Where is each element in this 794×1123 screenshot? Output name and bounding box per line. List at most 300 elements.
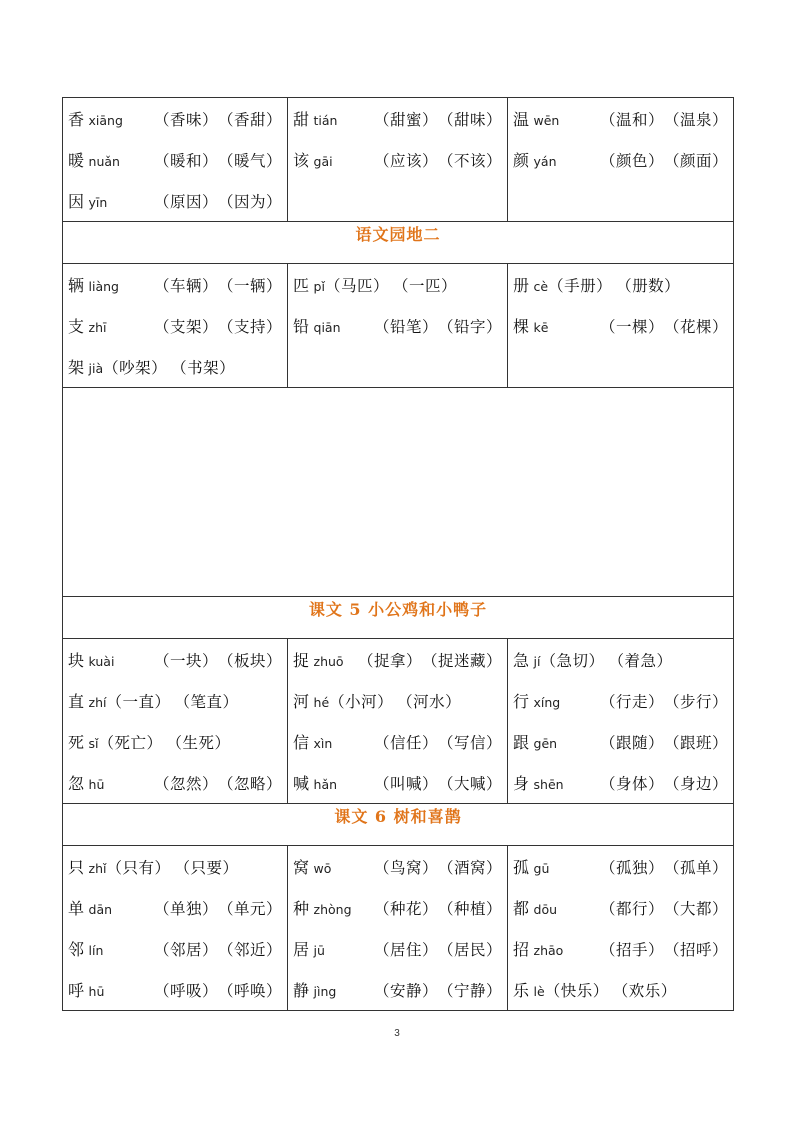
- vocab-entry: [513, 264, 728, 305]
- entry-word: （忽然）: [153, 774, 218, 793]
- entry-word: （宁静）: [437, 981, 502, 1000]
- entry-word: （都行）: [599, 899, 664, 918]
- entry-character: 棵: [513, 317, 530, 336]
- entry-character: 乐: [513, 981, 530, 1000]
- entry-pinyin: hū: [88, 777, 105, 792]
- entry-word: （温和）: [599, 110, 664, 129]
- entry-pinyin: zhòng: [313, 902, 352, 917]
- entry-word: （一块）: [153, 651, 218, 670]
- page-number: 3: [394, 1028, 400, 1039]
- entry-word: （暖和）: [153, 151, 218, 170]
- entry-words: [325, 274, 457, 296]
- entry-pinyin: tián: [313, 113, 338, 128]
- entry-word: （叫喊）: [373, 774, 438, 793]
- entry-word: （步行）: [663, 692, 728, 711]
- entry-word: （香味）: [153, 110, 218, 129]
- vocab-entry: [293, 969, 502, 1010]
- entry-head: [293, 855, 331, 878]
- vocab-entry: [293, 639, 502, 680]
- entry-pinyin: qiān: [313, 320, 341, 335]
- vocab-cell: [63, 639, 288, 804]
- entry-head: [513, 937, 563, 960]
- entry-word: （不该）: [437, 151, 502, 170]
- entry-head: [68, 189, 107, 212]
- entry-pinyin: yīn: [88, 195, 108, 210]
- vocab-entry: [293, 98, 502, 139]
- entry-head: [513, 730, 557, 753]
- entry-word: （行走）: [599, 692, 664, 711]
- entry-pinyin: liàng: [88, 279, 119, 294]
- vocab-cell-inner: [508, 846, 733, 1010]
- entry-words: [374, 149, 502, 171]
- entry-head: [68, 730, 99, 753]
- entry-head: [68, 978, 104, 1001]
- entry-word: （忽略）: [217, 774, 282, 793]
- entry-head: [513, 855, 549, 878]
- entry-character: 辆: [68, 276, 85, 295]
- vocab-cell-inner: [63, 264, 287, 387]
- entry-pinyin: nuǎn: [88, 154, 120, 169]
- entry-word: （书架）: [171, 358, 236, 377]
- vocab-entry: [68, 928, 282, 969]
- section-title: 语文园地二: [355, 225, 441, 244]
- entry-head: [293, 978, 336, 1001]
- entry-word: （铅笔）: [373, 317, 438, 336]
- entry-word: （马匹）: [324, 276, 389, 295]
- entry-words: [154, 938, 282, 960]
- entry-word: （招呼）: [663, 940, 728, 959]
- entry-word: （颜色）: [599, 151, 664, 170]
- entry-word: （快乐）: [544, 981, 609, 1000]
- entry-word: （吵架）: [103, 358, 168, 377]
- entry-word: （暖气）: [217, 151, 282, 170]
- entry-word: （跟随）: [599, 733, 664, 752]
- entry-word: （因为）: [217, 192, 282, 211]
- entry-character: 都: [513, 899, 530, 918]
- entry-words: [154, 315, 282, 337]
- vocab-cell: [63, 846, 288, 1011]
- entry-word: （铅字）: [437, 317, 502, 336]
- vocab-entry: [293, 928, 502, 969]
- entry-head: [293, 730, 332, 753]
- entry-word: （跟班）: [663, 733, 728, 752]
- entry-character: 忽: [68, 774, 85, 793]
- entry-words: [154, 649, 282, 671]
- entry-word: （急切）: [540, 651, 605, 670]
- entry-pinyin: hū: [88, 984, 105, 999]
- entry-word: （支持）: [217, 317, 282, 336]
- vocab-cell: [288, 846, 508, 1011]
- entry-words: [154, 772, 282, 794]
- entry-word: （车辆）: [153, 276, 218, 295]
- vocab-entry: [68, 180, 282, 221]
- entry-pinyin: wēn: [533, 113, 560, 128]
- entry-words: [600, 856, 728, 878]
- entry-pinyin: hé: [313, 695, 330, 710]
- vocab-cell: [508, 846, 734, 1011]
- blank-cell: [63, 388, 734, 597]
- vocab-entry: [68, 887, 282, 928]
- vocab-cell: [288, 639, 508, 804]
- entry-word: （安静）: [373, 981, 438, 1000]
- entry-head: [513, 896, 557, 919]
- vocab-cell-inner: [508, 639, 733, 803]
- entry-words: [154, 108, 282, 130]
- entry-word: （生死）: [166, 733, 231, 752]
- entry-head: [513, 978, 545, 1001]
- entry-word: （身边）: [663, 774, 728, 793]
- entry-character: 急: [513, 651, 530, 670]
- entry-word: （甜味）: [437, 110, 502, 129]
- entry-pinyin: gāi: [313, 154, 333, 169]
- entry-word: （支架）: [153, 317, 218, 336]
- entry-head: [68, 855, 106, 878]
- entry-character: 呼: [68, 981, 85, 1000]
- entry-word: （死亡）: [98, 733, 163, 752]
- vocab-cell: [288, 98, 508, 222]
- entry-character: 种: [293, 899, 310, 918]
- entry-pinyin: sǐ: [88, 736, 99, 751]
- entry-head: [293, 771, 337, 794]
- entry-pinyin: jìng: [313, 984, 337, 999]
- entry-character: 孤: [513, 858, 530, 877]
- entry-head: [293, 689, 329, 712]
- entry-character: 册: [513, 276, 530, 295]
- section-title-row: [63, 222, 734, 264]
- entry-character: 招: [513, 940, 530, 959]
- entry-character: 香: [68, 110, 85, 129]
- entry-words: [374, 108, 502, 130]
- entry-character: 铅: [293, 317, 310, 336]
- entry-head: [513, 689, 560, 712]
- entry-word: （身体）: [599, 774, 664, 793]
- entry-word: （欢乐）: [612, 981, 677, 1000]
- entry-pinyin: zhǐ: [88, 861, 107, 876]
- entry-head: [513, 648, 540, 671]
- entry-head: [293, 896, 352, 919]
- entry-word: （河水）: [397, 692, 462, 711]
- entry-word: （册数）: [616, 276, 681, 295]
- entry-character: 身: [513, 774, 530, 793]
- section-title-cell: [63, 804, 734, 846]
- entry-character: 喊: [293, 774, 310, 793]
- entry-word: （小河）: [329, 692, 394, 711]
- entry-word: （邻居）: [153, 940, 218, 959]
- vocab-entry: [68, 98, 282, 139]
- entry-character: 架: [68, 358, 85, 377]
- section-title-row: [63, 597, 734, 639]
- entry-head: [293, 648, 344, 671]
- entry-character: 邻: [68, 940, 85, 959]
- vocab-entry: [513, 969, 728, 1010]
- entry-character: 只: [68, 858, 85, 877]
- entry-head: [68, 273, 119, 296]
- entry-pinyin: lín: [88, 943, 104, 958]
- entry-character: 死: [68, 733, 85, 752]
- entry-head: [293, 273, 325, 296]
- entry-pinyin: dōu: [533, 902, 558, 917]
- entry-head: [513, 107, 559, 130]
- vocab-cell-inner: [288, 846, 507, 1010]
- vocab-cell-inner: [63, 846, 287, 1010]
- entry-character: 单: [68, 899, 85, 918]
- vocab-cell-inner: [288, 98, 507, 180]
- entry-words: [540, 649, 672, 671]
- vocab-cell-inner: [508, 264, 733, 346]
- blank-row: [63, 388, 734, 597]
- entry-pinyin: lè: [533, 984, 545, 999]
- entry-character: 跟: [513, 733, 530, 752]
- section-content-row: [63, 846, 734, 1011]
- entry-character: 甜: [293, 110, 310, 129]
- entry-pinyin: zhuō: [313, 654, 344, 669]
- entry-word: （应该）: [373, 151, 438, 170]
- entry-word: （一直）: [106, 692, 171, 711]
- vocab-cell-inner: [508, 98, 733, 180]
- vocab-entry: [68, 639, 282, 680]
- entry-word: （温泉）: [663, 110, 728, 129]
- vocab-cell: [508, 98, 734, 222]
- entry-word: （甜蜜）: [373, 110, 438, 129]
- entry-pinyin: pǐ: [313, 279, 325, 294]
- entry-character: 直: [68, 692, 85, 711]
- entry-word: （种植）: [437, 899, 502, 918]
- entry-character: 捉: [293, 651, 310, 670]
- entry-word: （大都）: [663, 899, 728, 918]
- entry-head: [68, 648, 114, 671]
- entry-pinyin: zhāo: [533, 943, 564, 958]
- entry-words: [103, 356, 235, 378]
- entry-character: 河: [293, 692, 310, 711]
- vocab-entry: [68, 680, 282, 721]
- entry-word: （一匹）: [392, 276, 457, 295]
- entry-words: [600, 315, 728, 337]
- entry-words: [154, 979, 282, 1001]
- vocab-entry: [68, 346, 282, 387]
- entry-words: [374, 938, 502, 960]
- entry-words: [374, 772, 502, 794]
- entry-word: （招手）: [599, 940, 664, 959]
- entry-head: [513, 314, 548, 337]
- entry-pinyin: zhí: [88, 695, 107, 710]
- entry-pinyin: xìn: [313, 736, 333, 751]
- entry-word: （手册）: [548, 276, 613, 295]
- entry-head: [68, 689, 106, 712]
- vocab-entry: [513, 887, 728, 928]
- vocab-entry: [293, 762, 502, 803]
- vocab-entry: [513, 639, 728, 680]
- entry-word: （居民）: [437, 940, 502, 959]
- entry-word: （一棵）: [599, 317, 664, 336]
- entry-words: [154, 274, 282, 296]
- entry-character: 颜: [513, 151, 530, 170]
- entry-words: [374, 315, 502, 337]
- vocabulary-table: [62, 97, 734, 1011]
- vocab-cell-inner: [288, 639, 507, 803]
- entry-character: 该: [293, 151, 310, 170]
- vocab-entry: [293, 846, 502, 887]
- entry-pinyin: shēn: [533, 777, 564, 792]
- entry-pinyin: kuài: [88, 654, 115, 669]
- vocab-entry: [513, 98, 728, 139]
- vocab-cell: [508, 639, 734, 804]
- section-title: 课文 6 树和喜鹊: [334, 807, 462, 826]
- entry-word: （种花）: [373, 899, 438, 918]
- vocab-entry: [68, 139, 282, 180]
- entry-pinyin: gēn: [533, 736, 558, 751]
- entry-pinyin: jià: [88, 361, 104, 376]
- entry-character: 暖: [68, 151, 85, 170]
- entry-head: [513, 771, 564, 794]
- vocab-entry: [293, 264, 502, 305]
- vocab-entry: [68, 721, 282, 762]
- entry-character: 静: [293, 981, 310, 1000]
- entry-words: [600, 731, 728, 753]
- vocab-entry: [293, 139, 502, 180]
- entry-word: （捉迷藏）: [421, 651, 502, 670]
- entry-pinyin: wō: [313, 861, 332, 876]
- entry-character: 行: [513, 692, 530, 711]
- entry-word: （酒窝）: [437, 858, 502, 877]
- entry-pinyin: zhī: [88, 320, 107, 335]
- entry-word: （邻近）: [217, 940, 282, 959]
- vocab-entry: [68, 846, 282, 887]
- entry-head: [68, 148, 120, 171]
- entry-word: （只要）: [174, 858, 239, 877]
- entry-word: （单独）: [153, 899, 218, 918]
- entry-character: 温: [513, 110, 530, 129]
- entry-words: [106, 690, 238, 712]
- entry-head: [293, 314, 341, 337]
- entry-words: [154, 897, 282, 919]
- entry-pinyin: hǎn: [313, 777, 338, 792]
- entry-words: [374, 979, 502, 1001]
- vocab-entry: [513, 680, 728, 721]
- entry-character: 窝: [293, 858, 310, 877]
- entry-character: 信: [293, 733, 310, 752]
- vocab-cell-inner: [288, 264, 507, 346]
- entry-words: [154, 190, 282, 212]
- entry-words: [358, 649, 502, 671]
- section-title-cell: [63, 597, 734, 639]
- entry-word: （信任）: [373, 733, 438, 752]
- entry-pinyin: kē: [533, 320, 549, 335]
- vocab-entry: [293, 721, 502, 762]
- section-title-cell: [63, 222, 734, 264]
- entry-words: [374, 856, 502, 878]
- entry-words: [600, 108, 728, 130]
- entry-words: [600, 690, 728, 712]
- vocabulary-table-body: [63, 98, 734, 1011]
- entry-word: （板块）: [217, 651, 282, 670]
- entry-head: [68, 107, 123, 130]
- entry-head: [293, 937, 325, 960]
- vocab-entry: [293, 887, 502, 928]
- entry-character: 支: [68, 317, 85, 336]
- entry-pinyin: xíng: [533, 695, 561, 710]
- entry-word: （呼唤）: [217, 981, 282, 1000]
- entry-words: [600, 897, 728, 919]
- entry-head: [513, 148, 557, 171]
- section-title-row: [63, 804, 734, 846]
- vocab-cell: [508, 264, 734, 388]
- entry-words: [329, 690, 461, 712]
- entry-words: [374, 731, 502, 753]
- entry-word: （颜面）: [663, 151, 728, 170]
- entry-words: [374, 897, 502, 919]
- entry-character: 匹: [293, 276, 310, 295]
- entry-words: [600, 938, 728, 960]
- vocab-entry: [513, 762, 728, 803]
- entry-pinyin: jū: [313, 943, 325, 958]
- entry-head: [293, 107, 337, 130]
- entry-word: （鸟窝）: [373, 858, 438, 877]
- entry-head: [513, 273, 548, 296]
- entry-word: （笔直）: [174, 692, 239, 711]
- section-title: 课文 5 小公鸡和小鸭子: [308, 600, 488, 619]
- vocab-entry: [68, 264, 282, 305]
- vocab-entry: [68, 762, 282, 803]
- entry-pinyin: gū: [533, 861, 550, 876]
- entry-words: [600, 772, 728, 794]
- entry-word: （居住）: [373, 940, 438, 959]
- entry-words: [548, 274, 680, 296]
- vocab-cell: [63, 98, 288, 222]
- vocab-entry: [68, 969, 282, 1010]
- entry-word: （呼吸）: [153, 981, 218, 1000]
- vocab-cell: [63, 264, 288, 388]
- entry-pinyin: jí: [533, 654, 541, 669]
- section-content-row: [63, 98, 734, 222]
- vocab-entry: [513, 721, 728, 762]
- entry-head: [68, 314, 106, 337]
- entry-words: [600, 149, 728, 171]
- entry-word: （捉拿）: [357, 651, 422, 670]
- entry-character: 因: [68, 192, 85, 211]
- entry-word: （一辆）: [217, 276, 282, 295]
- entry-head: [68, 937, 103, 960]
- entry-word: （原因）: [153, 192, 218, 211]
- entry-character: 居: [293, 940, 310, 959]
- vocab-entry: [68, 305, 282, 346]
- entry-word: （花棵）: [663, 317, 728, 336]
- section-content-row: [63, 264, 734, 388]
- section-content-row: [63, 639, 734, 804]
- entry-pinyin: cè: [533, 279, 549, 294]
- entry-word: （孤独）: [599, 858, 664, 877]
- entry-head: [293, 148, 333, 171]
- entry-word: （写信）: [437, 733, 502, 752]
- vocab-entry: [513, 846, 728, 887]
- vocab-cell-inner: [63, 98, 287, 221]
- vocab-entry: [513, 139, 728, 180]
- entry-character: 块: [68, 651, 85, 670]
- entry-word: （着急）: [608, 651, 673, 670]
- vocab-cell-inner: [63, 639, 287, 803]
- entry-head: [68, 355, 103, 378]
- entry-pinyin: yán: [533, 154, 557, 169]
- vocab-entry: [513, 305, 728, 346]
- entry-word: （孤单）: [663, 858, 728, 877]
- entry-words: [545, 979, 677, 1001]
- entry-words: [99, 731, 231, 753]
- entry-pinyin: xiāng: [88, 113, 123, 128]
- vocab-entry: [293, 680, 502, 721]
- vocab-entry: [293, 305, 502, 346]
- entry-word: （单元）: [217, 899, 282, 918]
- entry-word: （香甜）: [217, 110, 282, 129]
- vocab-entry: [513, 928, 728, 969]
